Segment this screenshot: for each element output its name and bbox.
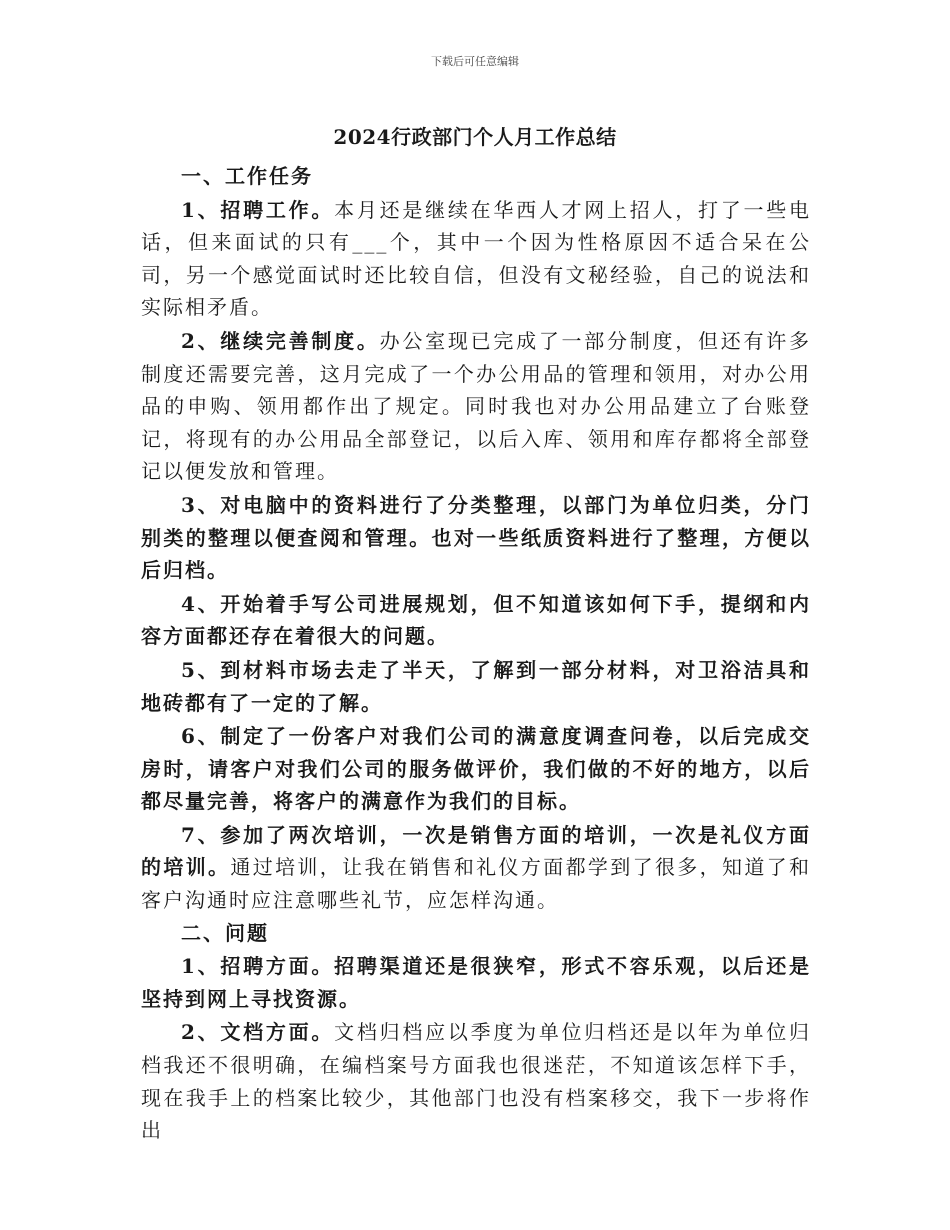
paragraph-text: 通过培训，让我在销售和礼仪方面都学到了很多，知道了和客户沟通时应注意哪些礼节，应怎样沟通。 bbox=[141, 855, 812, 913]
paragraph-text: 办公室现已完成了一部分制度，但还有许多制度还需要完善，这月完成了一个办公用品的管理和领用，对办公用品的申购、领用都作出了规定。同时我也对办公用品建立了台账登记，将现有的办公用品全部登记，以后入库、领用和库存都将全部登记以便发放和管理。 bbox=[141, 328, 811, 484]
paragraph-text: 文档归档应以季度为单位归档还是以年为单位归档我还不很明确，在编档案号方面我也很迷茫，不知道该怎样下手，现在我手上的档案比较少，其他部门也没有档案移交，我下一步将作出 bbox=[141, 1020, 811, 1143]
paragraph-recruitment bbox=[141, 194, 811, 324]
paragraph-lead: 7、参加了两次培训，一次是销售方面的培训，一次是礼仪方面的培训。 bbox=[141, 822, 811, 880]
paragraph-survey: 6、制定了一份客户对我们公司的满意度调查问卷，以后完成交房时，请客户对我们公司的服务做评价，我们做的不好的地方，以后都尽量完善，将客户的满意作为我们的目标。 bbox=[141, 724, 811, 814]
paragraph-recruit-issue: 1、招聘方面。招聘渠道还是很狭窄，形式不容乐观，以后还是坚持到网上寻找资源。 bbox=[141, 954, 811, 1011]
header-note: 下载后可任意编辑 bbox=[431, 55, 519, 68]
paragraph-planning: 4、开始着手写公司进展规划，但不知道该如何下手，提纲和内容方面都还存在着很大的问题。 bbox=[141, 591, 811, 649]
paragraph-text: 本月还是继续在华西人才网上招人，打了一些电话，但来面试的只有___个，其中一个因为性格原因不适合呆在公司，另一个感觉面试时还比较自信，但没有文秘经验，自己的说法和实际相矛盾。 bbox=[141, 197, 811, 320]
section-heading-tasks: 一、工作任务 bbox=[181, 164, 313, 188]
section-heading-problems: 二、问题 bbox=[181, 920, 269, 945]
paragraph-lead: 2、继续完善制度。 bbox=[181, 328, 380, 353]
paragraph-lead: 2、文档方面。 bbox=[181, 1020, 335, 1045]
paragraph-document-issue bbox=[141, 1016, 811, 1146]
paragraph-file-sorting: 3、对电脑中的资料进行了分类整理，以部门为单位归类，分门别类的整理以便查阅和管理。也对一些纸质资料进行了整理，方便以后归档。 bbox=[141, 492, 811, 583]
paragraph-materials: 5、到材料市场去走了半天，了解到一部分材料，对卫浴洁具和地砖都有了一定的了解。 bbox=[141, 657, 811, 715]
document-body bbox=[141, 160, 811, 1147]
paragraph-system bbox=[141, 325, 811, 488]
paragraph-lead: 1、招聘工作。 bbox=[181, 197, 335, 222]
document-title: 2024行政部门个人月工作总结 bbox=[333, 125, 617, 149]
paragraph-training bbox=[141, 819, 811, 917]
